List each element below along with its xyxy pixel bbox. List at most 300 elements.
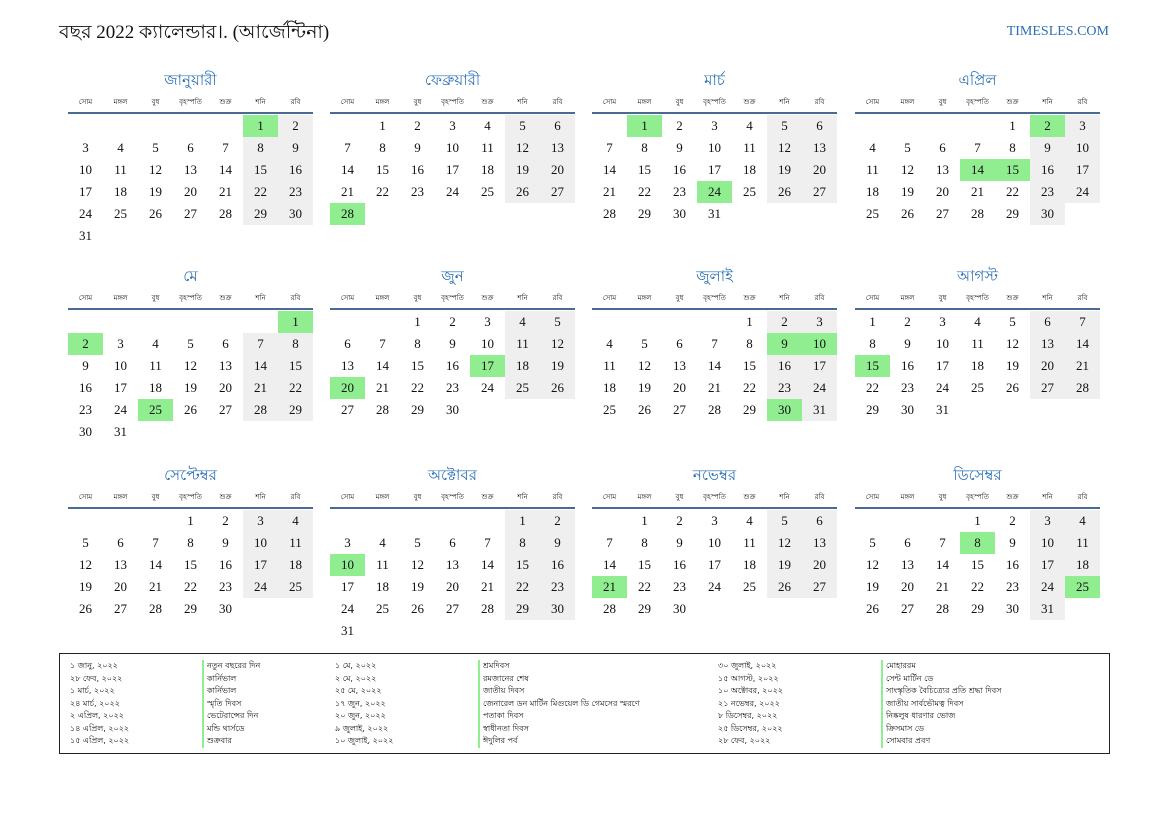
day-cell: 16 [901,358,914,373]
day-cell: 5 [187,336,194,351]
day-cell: 14 [243,355,278,377]
day-cell: 22 [743,380,756,395]
weekday-label: শুক্র [1006,98,1019,106]
weekday-header [592,288,837,310]
empty-cell [925,510,960,532]
day-cell: 15 [411,358,424,373]
day-cell: 27 [1030,377,1065,399]
day-cell: 21 [243,377,278,399]
day-cell: 17 [114,380,127,395]
weekday-label: সোম [340,98,355,106]
day-cell: 5 [152,140,159,155]
legend-date: ২ এপ্রিল, ২০২২ [70,711,124,720]
month-name: অক্টোবর [427,468,478,484]
day-cell: 24 [802,377,837,399]
month-block [855,266,1100,421]
day-cell: 24 [708,579,721,594]
day-cell: 13 [936,162,949,177]
day-cell: 24 [481,380,494,395]
days-grid [592,311,837,421]
day-cell: 27 [341,402,354,417]
day-cell: 6 [904,535,911,550]
weekday-label: মঙ্গল [637,493,652,501]
weekday-label: বুধ [151,493,160,501]
days-grid [68,510,313,620]
day-cell: 18 [971,358,984,373]
day-cell: 6 [540,115,575,137]
legend-holiday-name: সোমবার প্রবণ [886,736,931,745]
day-cell: 18 [505,355,540,377]
empty-cell [68,311,103,333]
legend-date: ১৫ এপ্রিল, ২০২২ [70,736,130,745]
empty-cell [103,115,138,137]
day-cell: 10 [79,162,92,177]
day-cell: 1 [505,510,540,532]
day-cell: 27 [901,601,914,616]
day-cell: 9 [1030,137,1065,159]
day-cell: 4 [974,314,981,329]
weekday-label: বুধ [413,493,422,501]
legend-date: ১৪ এপ্রিল, ২০২২ [70,723,130,733]
day-cell: 3 [82,140,89,155]
legend-date: ১ মার্চ, ২০২২ [70,686,115,695]
day-cell: 9 [904,336,911,351]
weekday-label: বৃহস্পতি [703,294,726,302]
day-cell: 6 [939,140,946,155]
day-cell: 26 [149,206,162,221]
weekday-label: শনি [1042,294,1053,302]
day-cell: 4 [379,535,386,550]
day-cell: 10 [1065,137,1100,159]
day-cell: 22 [638,184,651,199]
day-cell: 16 [540,554,575,576]
day-cell: 10 [708,535,721,550]
legend-name-column [202,660,260,748]
day-cell: 10 [446,140,459,155]
day-cell: 15 [638,557,651,572]
day-cell: 22 [184,579,197,594]
legend-holiday-name: নিষ্কলুষ ধারণার ভোজ [886,711,956,720]
holiday-day-cell: 14 [960,159,995,181]
month-name: নভেম্বর [692,468,737,484]
weekday-label: শনি [255,98,266,106]
day-cell: 14 [481,557,494,572]
day-cell: 21 [1065,355,1100,377]
weekday-label: শনি [1042,98,1053,106]
day-cell: 7 [711,336,718,351]
day-cell: 8 [869,336,876,351]
day-cell: 4 [278,510,313,532]
day-cell: 29 [505,598,540,620]
empty-cell [662,311,697,333]
holiday-day-cell: 20 [330,377,365,399]
day-cell: 4 [746,118,753,133]
day-cell: 13 [802,137,837,159]
day-cell: 16 [673,162,686,177]
month-name: ফেব্রুয়ারী [424,73,481,89]
month-name: জানুয়ারী [164,73,217,89]
weekday-label: শুক্র [481,98,494,106]
legend-date: ১০ জুলাই, ২০২২ [335,736,394,745]
legend-date: ৯ জুলাই, ২০২২ [335,723,389,733]
month-block [330,266,575,421]
day-cell: 7 [484,535,491,550]
day-cell: 6 [344,336,351,351]
day-cell: 2 [540,510,575,532]
weekday-label: সোম [602,98,617,106]
day-cell: 9 [82,358,89,373]
day-cell: 10 [114,358,127,373]
day-cell: 3 [711,513,718,528]
weekday-label: শনি [517,493,528,501]
day-cell: 23 [1006,579,1019,594]
month-name: জুন [441,269,464,285]
day-cell: 4 [117,140,124,155]
holiday-day-cell: 30 [767,399,802,421]
weekday-header [855,92,1100,114]
holiday-day-cell: 8 [960,532,995,554]
weekday-label: শুক্র [743,294,756,302]
day-cell: 7 [222,140,229,155]
empty-cell [208,115,243,137]
day-cell: 29 [866,402,879,417]
day-cell: 19 [767,554,802,576]
day-cell: 23 [673,579,686,594]
weekday-label: শনি [779,98,790,106]
day-cell: 18 [866,184,879,199]
day-cell: 1 [379,118,386,133]
day-cell: 4 [1065,510,1100,532]
weekday-label: বৃহস্পতি [966,98,989,106]
weekday-label: বৃহস্পতি [703,98,726,106]
month-block [68,266,313,443]
day-cell: 29 [743,402,756,417]
day-cell: 15 [278,355,313,377]
day-cell: 7 [243,333,278,355]
legend-date: ১ মে, ২০২২ [335,661,377,670]
legend-date-column [70,660,129,748]
day-cell: 31 [114,424,127,439]
day-cell: 15 [505,554,540,576]
day-cell: 20 [901,579,914,594]
empty-cell [330,115,365,137]
day-cell: 23 [673,184,686,199]
holiday-day-cell: 21 [592,576,627,598]
weekday-label: বুধ [413,294,422,302]
weekday-label: রবি [290,493,301,501]
day-cell: 2 [414,118,421,133]
day-cell: 25 [743,184,756,199]
day-cell: 25 [376,601,389,616]
day-cell: 26 [184,402,197,417]
weekday-label: রবি [1077,98,1088,106]
holiday-day-cell: 15 [855,355,890,377]
day-cell: 18 [743,162,756,177]
day-cell: 1 [641,513,648,528]
day-cell: 11 [481,140,494,155]
day-cell: 13 [219,358,232,373]
weekday-label: মঙ্গল [900,493,915,501]
legend-date: ২৮ ফেব, ২০২২ [70,673,123,683]
day-cell: 16 [79,380,92,395]
weekday-label: শনি [779,493,790,501]
day-cell: 20 [446,579,459,594]
day-cell: 8 [278,333,313,355]
weekday-label: রবি [1077,493,1088,501]
day-cell: 11 [603,358,616,373]
day-cell: 3 [939,314,946,329]
day-cell: 26 [866,601,879,616]
day-cell: 6 [449,535,456,550]
legend-holiday-name: জাতীয় সার্বভৌমত্ব দিবস [886,698,964,708]
empty-cell [330,510,365,532]
day-cell: 20 [1030,355,1065,377]
day-cell: 12 [505,137,540,159]
weekday-label: মঙ্গল [375,98,390,106]
weekday-label: শুক্র [1006,294,1019,302]
days-grid [592,115,837,225]
weekday-label: বুধ [413,98,422,106]
month-block [330,465,575,642]
month-block [68,70,313,247]
weekday-label: রবি [552,493,563,501]
month-name: আগস্ট [957,269,998,285]
legend-date: ১৭ জুন, ২০২২ [335,698,386,708]
day-cell: 11 [743,535,756,550]
day-cell: 24 [1030,576,1065,598]
days-grid [855,115,1100,225]
day-cell: 9 [676,535,683,550]
empty-cell [960,115,995,137]
day-cell: 9 [278,137,313,159]
day-cell: 13 [114,557,127,572]
day-cell: 20 [114,579,127,594]
day-cell: 12 [540,333,575,355]
day-cell: 16 [411,162,424,177]
day-cell: 17 [341,579,354,594]
day-cell: 23 [767,377,802,399]
day-cell: 7 [152,535,159,550]
day-cell: 23 [411,184,424,199]
day-cell: 27 [219,402,232,417]
day-cell: 18 [481,162,494,177]
empty-cell [365,510,400,532]
day-cell: 19 [638,380,651,395]
day-cell: 27 [114,601,127,616]
day-cell: 6 [802,115,837,137]
holiday-day-cell: 24 [697,181,732,203]
day-cell: 2 [767,311,802,333]
day-cell: 12 [1006,336,1019,351]
day-cell: 20 [219,380,232,395]
day-cell: 16 [1030,159,1065,181]
day-cell: 11 [278,532,313,554]
day-cell: 14 [341,162,354,177]
day-cell: 27 [802,181,837,203]
month-name: জুলাই [696,269,733,285]
empty-cell [697,311,732,333]
month-block [592,465,837,620]
day-cell: 11 [505,333,540,355]
day-cell: 7 [1065,311,1100,333]
empty-cell [365,311,400,333]
day-cell: 28 [481,601,494,616]
weekday-label: রবি [814,98,825,106]
weekday-label: বুধ [151,98,160,106]
day-cell: 22 [1006,184,1019,199]
day-cell: 27 [802,576,837,598]
weekday-label: সোম [865,98,880,106]
day-cell: 11 [866,162,879,177]
day-cell: 3 [711,118,718,133]
day-cell: 27 [673,402,686,417]
day-cell: 6 [676,336,683,351]
day-cell: 2 [676,513,683,528]
day-cell: 16 [219,557,232,572]
legend-holiday-name: রমজানের শেষ [483,673,529,683]
day-cell: 23 [79,402,92,417]
day-cell: 9 [1009,535,1016,550]
day-cell: 19 [901,184,914,199]
day-cell: 28 [149,601,162,616]
weekday-label: রবি [1077,294,1088,302]
day-cell: 29 [1006,206,1019,221]
weekday-header [855,288,1100,310]
day-cell: 24 [341,601,354,616]
day-cell: 20 [540,159,575,181]
holiday-day-cell: 28 [330,203,365,225]
day-cell: 12 [79,557,92,572]
day-cell: 13 [341,358,354,373]
days-grid [68,311,313,443]
day-cell: 12 [184,358,197,373]
day-cell: 5 [869,535,876,550]
site-link[interactable]: TIMESLES.COM [1006,24,1109,39]
day-cell: 10 [708,140,721,155]
legend-date: ৮ ডিসেম্বর, ২০২২ [718,711,778,720]
day-cell: 13 [540,137,575,159]
day-cell: 30 [1030,203,1065,225]
weekday-label: রবি [814,294,825,302]
empty-cell [208,311,243,333]
weekday-label: শুক্র [1006,493,1019,501]
day-cell: 29 [638,601,651,616]
empty-cell [68,510,103,532]
day-cell: 14 [708,358,721,373]
day-cell: 25 [278,576,313,598]
weekday-header [68,487,313,509]
weekday-label: সোম [78,493,93,501]
day-cell: 7 [606,140,613,155]
day-cell: 12 [866,557,879,572]
day-cell: 10 [243,532,278,554]
day-cell: 14 [936,557,949,572]
legend-holiday-name: কার্নিভাল [207,673,237,683]
day-cell: 9 [540,532,575,554]
weekday-label: রবি [290,294,301,302]
holiday-day-cell: 1 [627,115,662,137]
weekday-label: বৃহস্পতি [441,294,464,302]
day-cell: 18 [278,554,313,576]
weekday-label: বৃহস্পতি [441,98,464,106]
weekday-label: বুধ [151,294,160,302]
day-cell: 15 [184,557,197,572]
day-cell: 31 [936,402,949,417]
day-cell: 13 [901,557,914,572]
day-cell: 3 [344,535,351,550]
weekday-label: শুক্র [219,294,232,302]
empty-cell [592,510,627,532]
day-cell: 1 [869,314,876,329]
day-cell: 4 [152,336,159,351]
day-cell: 2 [676,118,683,133]
weekday-label: বুধ [938,98,947,106]
weekday-label: বৃহস্পতি [179,294,202,302]
day-cell: 31 [708,206,721,221]
day-cell: 3 [484,314,491,329]
weekday-header [68,92,313,114]
day-cell: 24 [114,402,127,417]
day-cell: 8 [641,140,648,155]
weekday-label: মঙ্গল [375,493,390,501]
weekday-label: বৃহস্পতি [703,493,726,501]
day-cell: 28 [243,399,278,421]
weekday-label: মঙ্গল [113,98,128,106]
legend-date-column [335,660,393,748]
weekday-label: শুক্র [219,493,232,501]
day-cell: 22 [505,576,540,598]
day-cell: 22 [411,380,424,395]
day-cell: 16 [673,557,686,572]
days-grid [592,510,837,620]
holiday-day-cell: 25 [1065,576,1100,598]
day-cell: 4 [484,118,491,133]
day-cell: 22 [376,184,389,199]
day-cell: 17 [1065,159,1100,181]
legend-holiday-name: জেনারেল ডন মার্টিন মিগুয়েল ডি গেমসের স্মরণে [483,698,640,708]
day-cell: 22 [278,377,313,399]
legend-holiday-name: স্মৃতি দিবস [207,698,242,708]
day-cell: 16 [446,358,459,373]
day-cell: 24 [243,576,278,598]
legend-date: ১ জানু, ২০২২ [70,661,118,670]
day-cell: 17 [802,355,837,377]
weekday-label: বৃহস্পতি [179,98,202,106]
day-cell: 8 [414,336,421,351]
weekday-header [592,487,837,509]
day-cell: 23 [1030,181,1065,203]
holiday-day-cell: 17 [470,355,505,377]
day-cell: 8 [746,336,753,351]
weekday-label: শনি [779,294,790,302]
legend-date: ২৮ ফেব, ২০২২ [718,736,771,745]
day-cell: 23 [901,380,914,395]
empty-cell [330,311,365,333]
page-title: বছর 2022 ক্যালেন্ডার।. (আর্জেন্টিনা) [59,22,330,43]
day-cell: 25 [114,206,127,221]
day-cell: 5 [540,311,575,333]
month-block [592,70,837,225]
legend-holiday-name: জাতীয় দিবস [483,686,525,695]
day-cell: 17 [79,184,92,199]
day-cell: 11 [149,358,162,373]
day-cell: 19 [1006,358,1019,373]
legend-holiday-name: সেন্ট মার্টিন ডে [886,673,934,683]
day-cell: 17 [708,557,721,572]
day-cell: 6 [117,535,124,550]
month-name: মার্চ [704,73,725,89]
empty-cell [470,510,505,532]
